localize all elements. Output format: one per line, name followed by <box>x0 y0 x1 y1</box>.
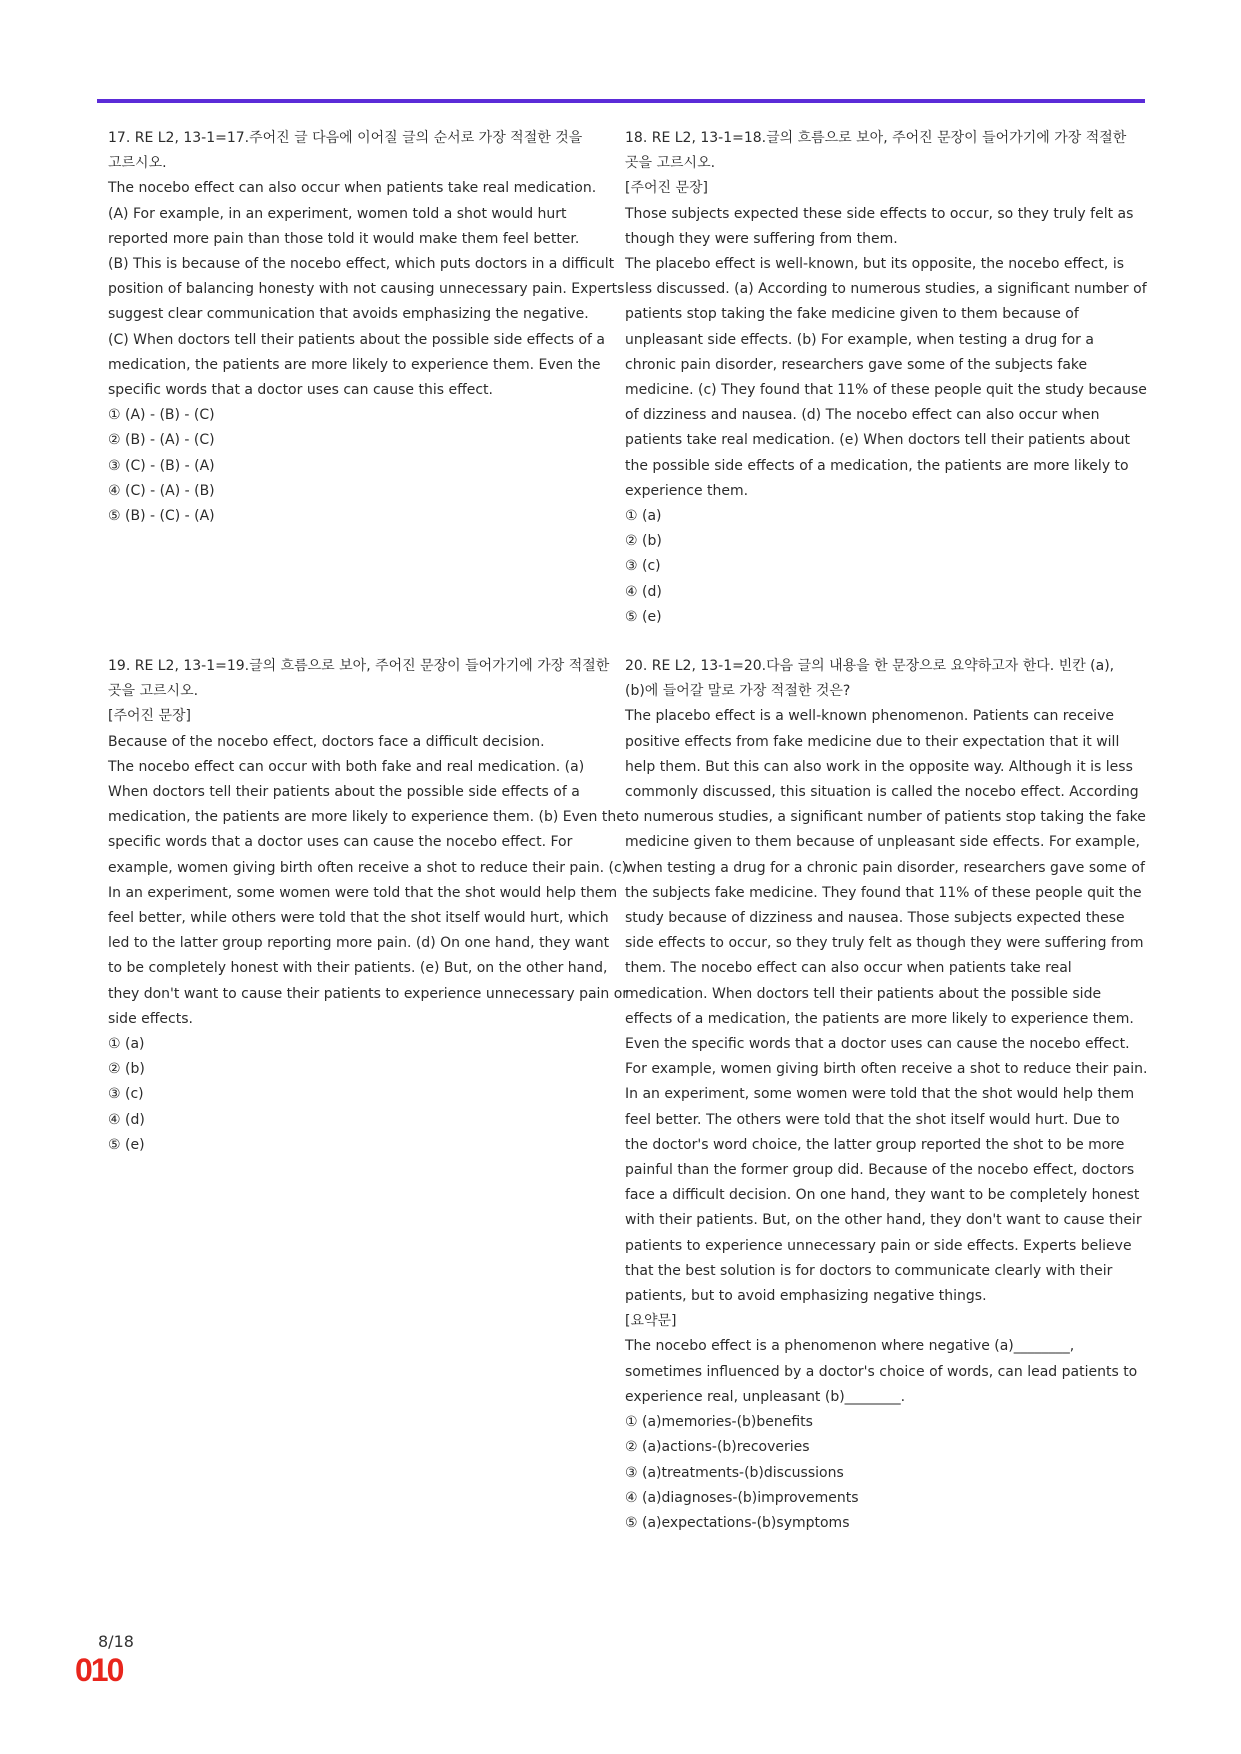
passage-line: patients, but to avoid emphasizing negative things. <box>625 1288 987 1305</box>
answer-choice[interactable]: ① (a) <box>108 1036 145 1053</box>
summary-line: experience real, unpleasant (b)________. <box>625 1388 906 1405</box>
passage-line: feel better. The others were told that the shot itself would hurt. Due to <box>625 1111 1120 1128</box>
passage-line: For example, women giving birth often receive a shot to reduce their pain. <box>625 1061 1148 1078</box>
summary-label: [요약문] <box>625 1313 677 1330</box>
passage-line: When doctors tell their patients about the possible side effects of a <box>108 784 580 801</box>
passage-line: medicine. (c) They found that 11% of these people quit the study because <box>625 382 1147 399</box>
passage-line: side effects. <box>108 1010 193 1027</box>
answer-choice[interactable]: ⑤ (e) <box>625 608 662 625</box>
header-line: 18. RE L2, 13-1=18.글의 흐름으로 보아, 주어진 문장이 들어가기에 가장 적절한 <box>625 130 1127 146</box>
passage-line: commonly discussed, this situation is called the nocebo effect. According <box>625 784 1139 801</box>
answer-choice[interactable]: ④ (d) <box>108 1111 145 1128</box>
answer-choices <box>108 1032 618 1158</box>
answer-choices <box>625 1410 1135 1536</box>
passage-line: (B) This is because of the nocebo effect, which puts doctors in a difficult <box>108 256 615 273</box>
passage-line: positive effects from fake medicine due to their expectation that it will <box>625 733 1120 750</box>
passage-line: position of balancing honesty with not causing unnecessary pain. Experts <box>108 281 625 298</box>
passage-line: the subjects fake medicine. They found that 11% of these people quit the <box>625 884 1142 901</box>
passage <box>108 755 629 1032</box>
question-20 <box>625 654 1148 1536</box>
passage-line: The nocebo effect can also occur when patients take real medication. <box>108 180 597 197</box>
passage-line: Even the specific words that a doctor uses can cause the nocebo effect. <box>625 1036 1130 1053</box>
passage-line: example, women giving birth often receive a shot to reduce their pain. (c) <box>108 859 628 876</box>
question-header <box>625 654 1135 704</box>
passage-line: The placebo effect is well-known, but its opposite, the nocebo effect, is <box>625 256 1124 273</box>
passage-line: The nocebo effect can occur with both fake and real medication. (a) <box>108 758 585 775</box>
answer-choice[interactable]: ④ (a)diagnoses-(b)improvements <box>625 1489 859 1506</box>
passage-line: the possible side effects of a medication, the patients are more likely to <box>625 457 1129 474</box>
brand-logo: 010 <box>75 1652 123 1688</box>
answer-choice[interactable]: ⑤ (e) <box>108 1136 145 1153</box>
answer-choice[interactable]: ② (a)actions-(b)recoveries <box>625 1439 810 1456</box>
answer-choice[interactable]: ⑤ (B) - (C) - (A) <box>108 508 215 525</box>
passage-line: medication, the patients are more likely to experience them. (b) Even the <box>108 809 625 826</box>
passage-line: unpleasant side effects. (b) For example, when testing a drug for a <box>625 331 1094 348</box>
answer-choice[interactable]: ④ (d) <box>625 583 662 600</box>
passage-line: of dizziness and nausea. (d) The nocebo effect can also occur when <box>625 407 1100 424</box>
passage-line: effects of a medication, the patients are more likely to experience them. <box>625 1010 1134 1027</box>
question-17 <box>108 126 625 529</box>
passage <box>108 176 625 403</box>
header-line: 20. RE L2, 13-1=20.다음 글의 내용을 한 문장으로 요약하고자 한다. 빈칸 (a), <box>625 658 1115 674</box>
given-sentence <box>108 730 618 755</box>
passage-line: with their patients. But, on the other hand, they don't want to cause their <box>625 1212 1142 1229</box>
answer-choice[interactable]: ① (A) - (B) - (C) <box>108 407 215 424</box>
header-line: 곳을 고르시오. <box>625 155 716 172</box>
top-accent-rule <box>97 99 1145 103</box>
given-sentence <box>625 202 1135 252</box>
header-line: (b)에 들어갈 말로 가장 적절한 것은? <box>625 683 851 700</box>
passage-line: chronic pain disorder, researchers gave some of the subjects fake <box>625 356 1088 373</box>
passage <box>625 252 1147 504</box>
answer-choice[interactable]: ③ (c) <box>625 558 661 575</box>
question-18 <box>625 126 1147 630</box>
answer-choice[interactable]: ① (a)memories-(b)benefits <box>625 1414 813 1431</box>
passage-line: to numerous studies, a significant number of patients stop taking the fake <box>625 809 1146 826</box>
passage-line: feel better, while others were told that the shot itself would hurt, which <box>108 910 609 927</box>
passage-line: side effects to occur, so they truly felt as though they were suffering from <box>625 935 1144 952</box>
passage-line: experience them. <box>625 482 749 499</box>
header-line: 17. RE L2, 13-1=17.주어진 글 다음에 이어질 글의 순서로 가장 적절한 것을 <box>108 130 583 146</box>
given-line: though they were suffering from them. <box>625 230 898 247</box>
passage-line: suggest clear communication that avoids emphasizing the negative. <box>108 306 589 323</box>
passage-line: less discussed. (a) According to numerous studies, a significant number of <box>625 281 1147 298</box>
passage-line: The placebo effect is a well-known phenomenon. Patients can receive <box>625 708 1114 725</box>
summary-sentence <box>625 1334 1138 1410</box>
passage-line: (C) When doctors tell their patients about the possible side effects of a <box>108 331 605 348</box>
given-sentence-label: [주어진 문장] <box>108 708 191 725</box>
passage-line: when testing a drug for a chronic pain disorder, researchers gave some of <box>625 859 1145 876</box>
passage-line: In an experiment, some women were told that the shot would help them <box>108 884 618 901</box>
passage <box>625 704 1148 1309</box>
passage-line: specific words that a doctor uses can cause the nocebo effect. For <box>108 834 573 851</box>
question-19 <box>108 654 629 1158</box>
header-line: 곳을 고르시오. <box>108 683 199 700</box>
passage-line: help them. But this can also work in the opposite way. Although it is less <box>625 758 1133 775</box>
question-header <box>625 126 1135 176</box>
passage-line: medication, the patients are more likely to experience them. Even the <box>108 356 601 373</box>
answer-choice[interactable]: ③ (a)treatments-(b)discussions <box>625 1464 844 1481</box>
passage-line: to be completely honest with their patients. (e) But, on the other hand, <box>108 960 608 977</box>
answer-choices <box>108 403 618 529</box>
answer-choice[interactable]: ② (b) <box>625 533 662 550</box>
passage-line: them. The nocebo effect can also occur when patients take real <box>625 960 1072 977</box>
passage-line: study because of dizziness and nausea. Those subjects expected these <box>625 910 1125 927</box>
page-number: 8/18 <box>98 1632 134 1651</box>
question-header <box>108 126 618 176</box>
question-header <box>108 654 618 704</box>
passage-line: led to the latter group reporting more pain. (d) On one hand, they want <box>108 935 610 952</box>
answer-choice[interactable]: ② (B) - (A) - (C) <box>108 432 215 449</box>
passage-line: reported more pain than those told it would make them feel better. <box>108 230 580 247</box>
passage-line: specific words that a doctor uses can cause this effect. <box>108 382 493 399</box>
summary-line: sometimes influenced by a doctor's choice of words, can lead patients to <box>625 1363 1138 1380</box>
passage-line: face a difficult decision. On one hand, they want to be completely honest <box>625 1187 1140 1204</box>
answer-choice[interactable]: ④ (C) - (A) - (B) <box>108 482 215 499</box>
answer-choice[interactable]: ③ (c) <box>108 1086 144 1103</box>
answer-choice[interactable]: ⑤ (a)expectations-(b)symptoms <box>625 1514 850 1531</box>
passage-line: patients to experience unnecessary pain or side effects. Experts believe <box>625 1237 1132 1254</box>
passage-line: the doctor's word choice, the latter group reported the shot to be more <box>625 1136 1125 1153</box>
passage-line: patients stop taking the fake medicine given to them because of <box>625 306 1079 323</box>
passage-line: medication. When doctors tell their patients about the possible side <box>625 985 1102 1002</box>
passage-line: medicine given to them because of unpleasant side effects. For example, <box>625 834 1140 851</box>
passage-line: painful than the former group did. Because of the nocebo effect, doctors <box>625 1162 1135 1179</box>
passage-line: patients take real medication. (e) When doctors tell their patients about <box>625 432 1131 449</box>
header-line: 19. RE L2, 13-1=19.글의 흐름으로 보아, 주어진 문장이 들어가기에 가장 적절한 <box>108 658 610 674</box>
answer-choice[interactable]: ② (b) <box>108 1061 145 1078</box>
answer-choice[interactable]: ③ (C) - (B) - (A) <box>108 457 215 474</box>
passage-line: (A) For example, in an experiment, women told a shot would hurt <box>108 205 567 222</box>
given-line: Those subjects expected these side effects to occur, so they truly felt as <box>625 205 1134 222</box>
header-line: 고르시오. <box>108 155 167 172</box>
answer-choice[interactable]: ① (a) <box>625 508 662 525</box>
passage-line: that the best solution is for doctors to communicate clearly with their <box>625 1262 1113 1279</box>
answer-choices <box>625 504 1135 630</box>
given-line: Because of the nocebo effect, doctors face a difficult decision. <box>108 733 545 750</box>
passage-line: they don't want to cause their patients to experience unnecessary pain or <box>108 985 629 1002</box>
passage-line: In an experiment, some women were told that the shot would help them <box>625 1086 1135 1103</box>
summary-line: The nocebo effect is a phenomenon where negative (a)________, <box>625 1338 1075 1355</box>
given-sentence-label: [주어진 문장] <box>625 180 708 197</box>
